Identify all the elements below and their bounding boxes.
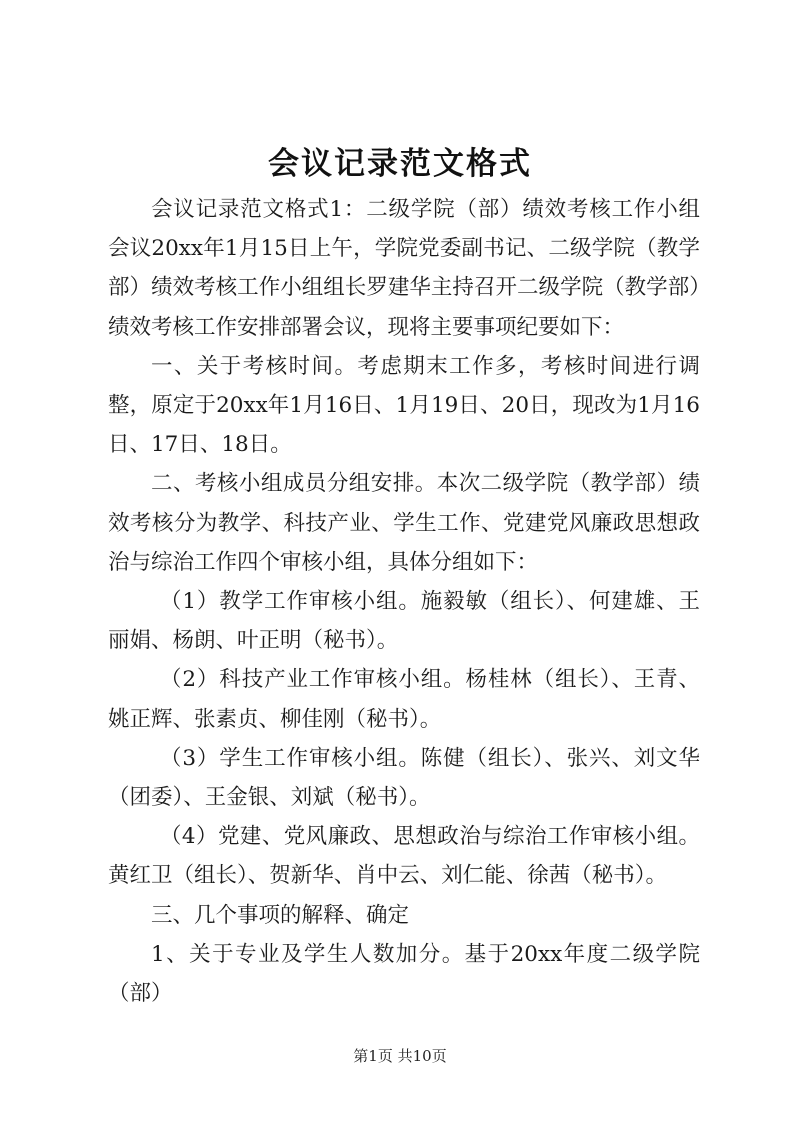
paragraph-group-4: （4）党建、党风廉政、思想政治与综治工作审核小组。黄红卫（组长）、贺新华、肖中云、刘仁能、徐茜（秘书）。 bbox=[108, 824, 700, 889]
document-body bbox=[108, 190, 700, 1013]
paragraph-group-1: （1）教学工作审核小组。施毅敏（组长）、何建雄、王丽娟、杨朗、叶正明（秘书）。 bbox=[108, 589, 700, 654]
paragraph-section-2: 二、考核小组成员分组安排。本次二级学院（教学部）绩效考核分为教学、科技产业、学生工作、党建党风廉政思想政治与综治工作四个审核小组，具体分组如下： bbox=[108, 471, 700, 575]
paragraph-group-3: （3）学生工作审核小组。陈健（组长）、张兴、刘文华（团委）、王金银、刘斌（秘书）。 bbox=[108, 745, 700, 811]
paragraph-intro: 会议记录范文格式1：二级学院（部）绩效考核工作小组会议20xx年1月15日上午，学院党委副书记、二级学院（教学部）绩效考核工作小组组长罗建华主持召开二级学院（教学部）绩效考核工作安排部署会议，现将主要事项纪要如下： bbox=[108, 197, 700, 340]
page-number: 第1页 共10页 bbox=[353, 1047, 447, 1065]
paragraph-section-1: 一、关于考核时间。考虑期末工作多，考核时间进行调整，原定于20xx年1月16日、1月19日、20日，现改为1月16日、17日、18日。 bbox=[108, 353, 700, 458]
paragraph-section-3: 三、几个事项的解释、确定 bbox=[151, 902, 410, 928]
paragraph-item-1: 1、关于专业及学生人数加分。基于20xx年度二级学院（部） bbox=[108, 941, 700, 1007]
document-title: 会议记录范文格式 bbox=[268, 146, 532, 182]
paragraph-group-2: （2）科技产业工作审核小组。杨桂林（组长）、王青、姚正辉、张素贞、柳佳刚（秘书）。 bbox=[108, 667, 700, 732]
